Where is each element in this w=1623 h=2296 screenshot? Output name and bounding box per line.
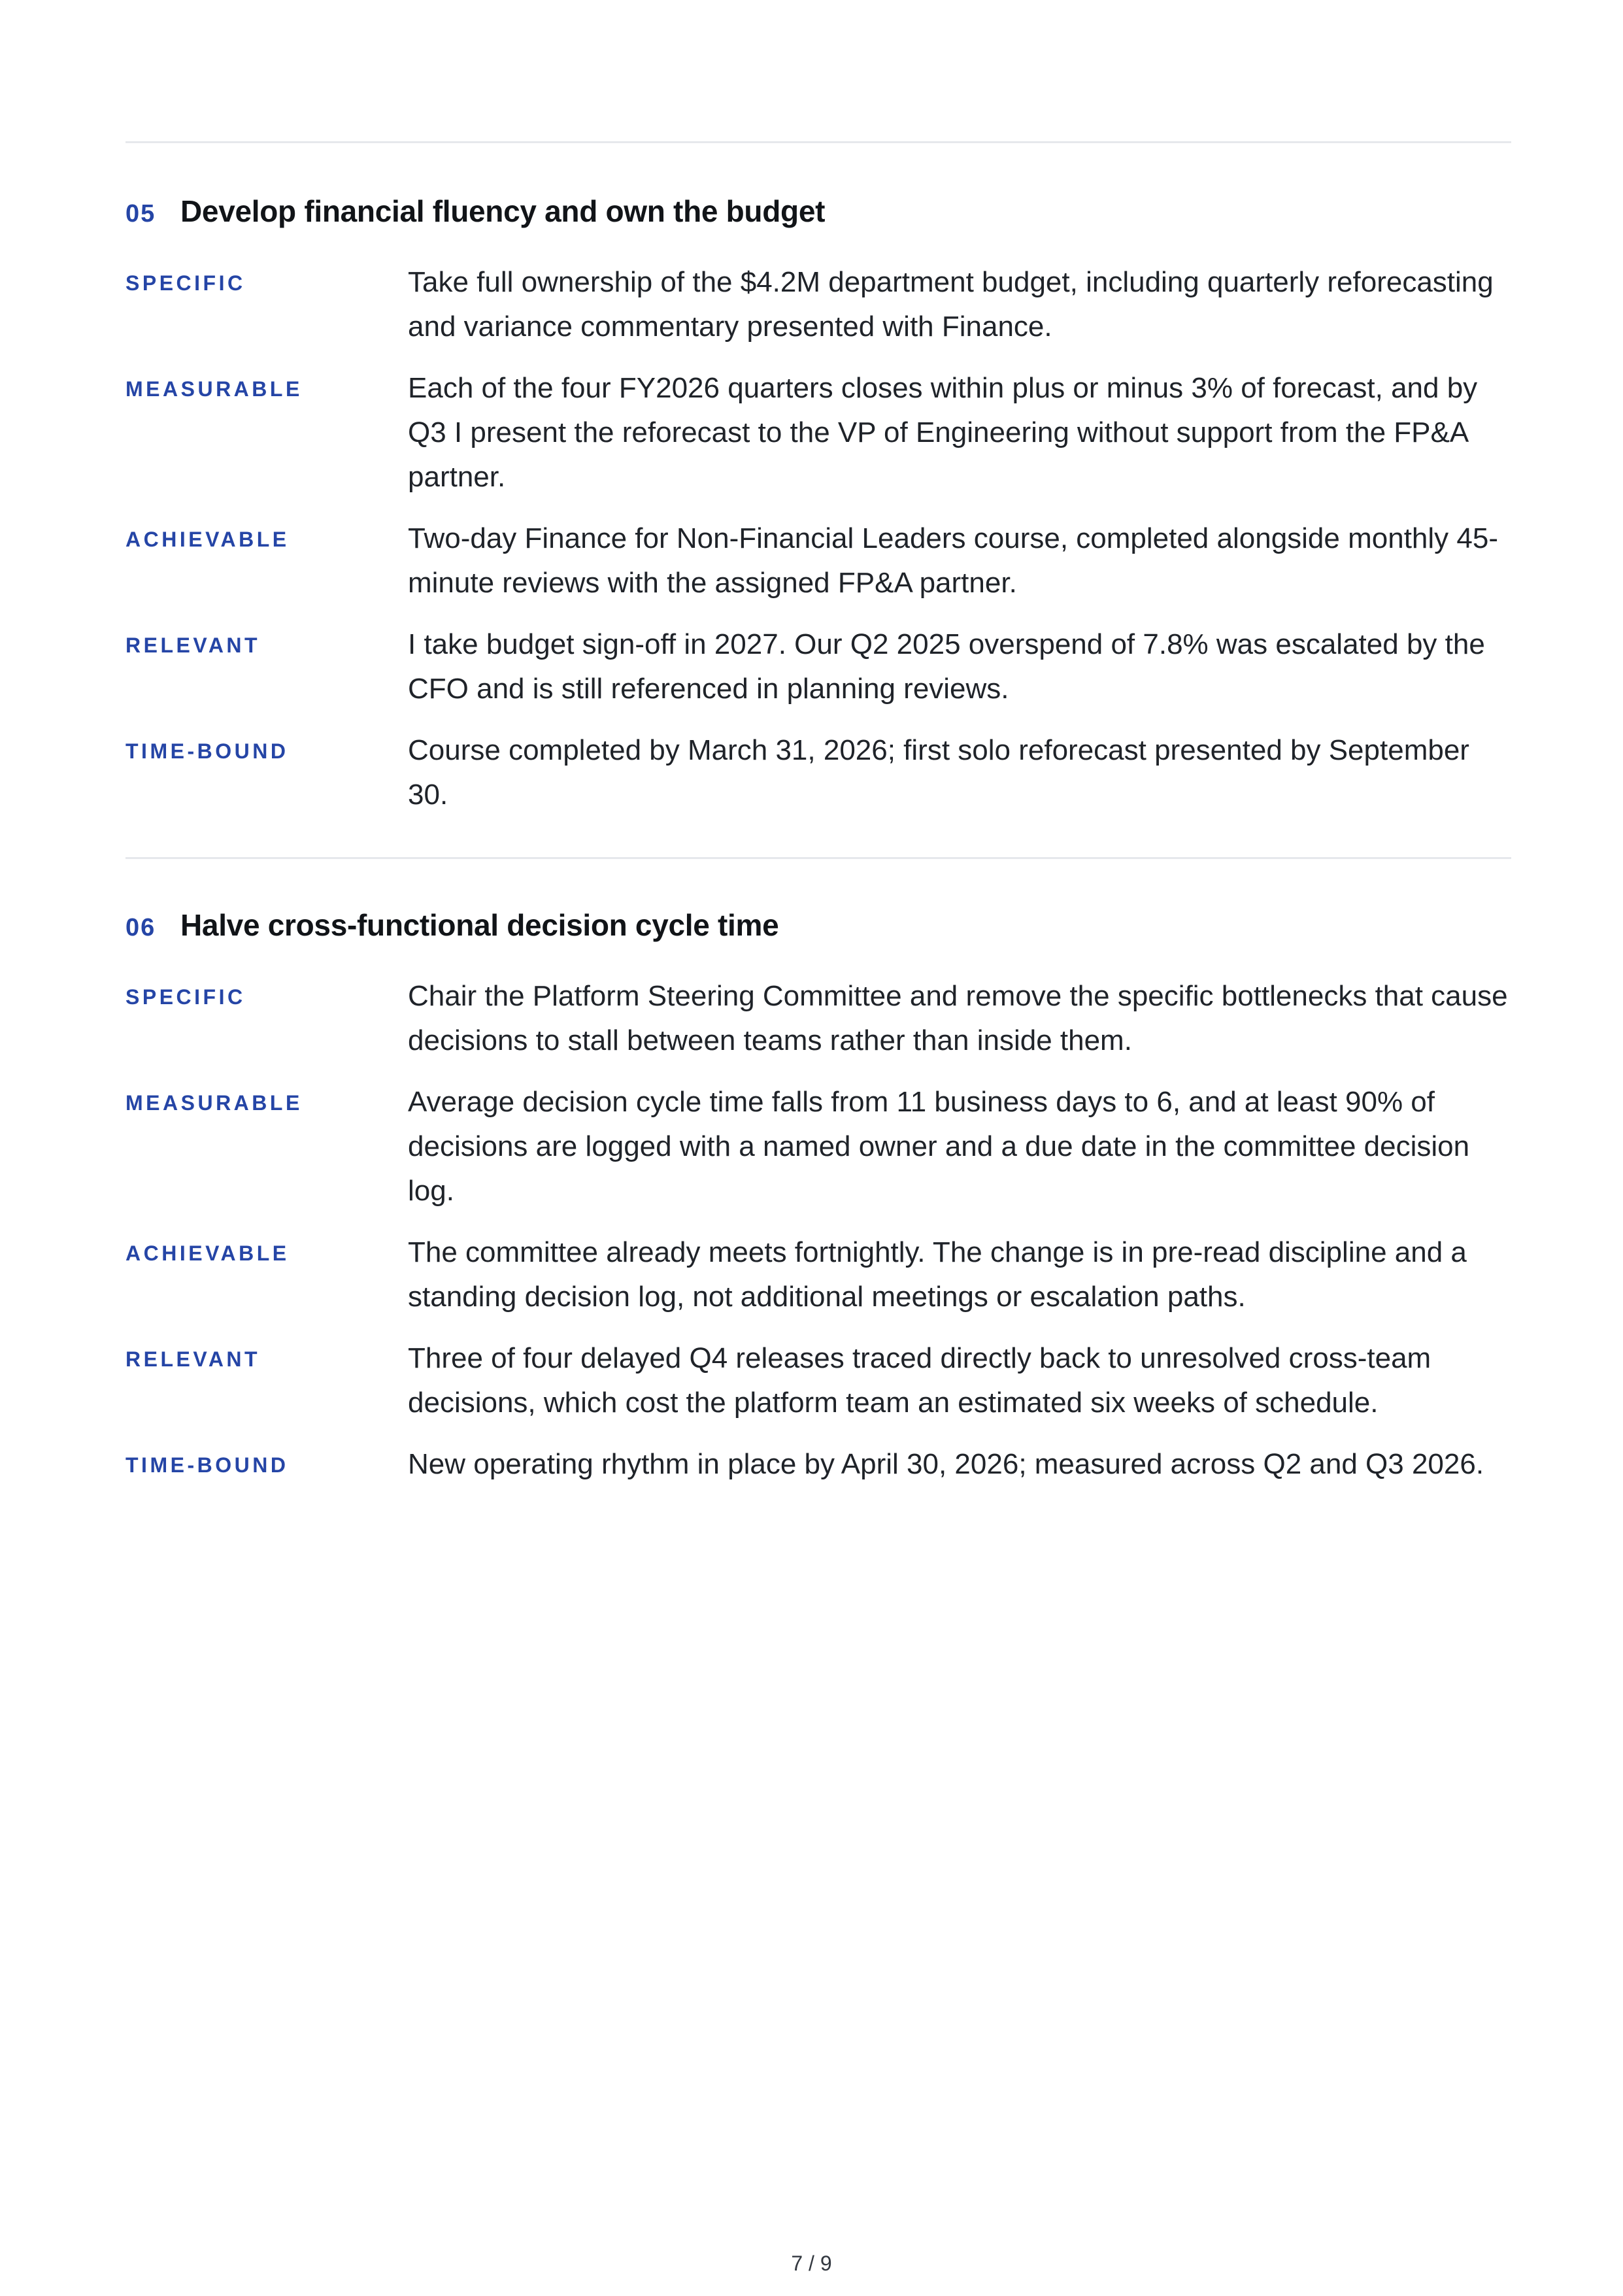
criterion-label: MEASURABLE	[125, 1091, 303, 1115]
criterion-specific	[125, 974, 1511, 1063]
criterion-text: Chair the Platform Steering Committee and remove the specific bottlenecks that cause decisions to stall between teams rather than inside them.	[408, 980, 1508, 1056]
criterion-achievable	[125, 516, 1511, 605]
criterion-measurable	[125, 1080, 1511, 1213]
criterion-label: TIME-BOUND	[125, 739, 289, 763]
section-divider	[125, 857, 1511, 859]
criterion-time-bound	[125, 728, 1511, 817]
goal-title: Develop financial fluency and own the budget	[180, 194, 826, 228]
criterion-label: MEASURABLE	[125, 377, 303, 401]
goal-header	[125, 194, 1511, 233]
criterion-label: RELEVANT	[125, 633, 261, 657]
criterion-specific	[125, 260, 1511, 349]
criterion-relevant	[125, 622, 1511, 711]
criterion-time-bound	[125, 1442, 1511, 1487]
section-divider	[125, 141, 1511, 143]
criterion-text: New operating rhythm in place by April 30, 2026; measured across Q2 and Q3 2026.	[408, 1448, 1484, 1480]
goal-number: 05	[125, 200, 156, 228]
criterion-label: TIME-BOUND	[125, 1453, 289, 1477]
goal-number: 06	[125, 914, 156, 941]
criterion-text: Each of the four FY2026 quarters closes within plus or minus 3% of forecast, and by Q3 I present the reforecast to the VP of Engineering without support from the FP&A partner.	[408, 372, 1478, 493]
criterion-relevant	[125, 1336, 1511, 1425]
goal-header	[125, 907, 1511, 947]
criterion-text: Two-day Finance for Non-Financial Leaders course, completed alongside monthly 45-minute reviews with the assigned FP&A partner.	[408, 522, 1498, 599]
page-number: 7 / 9	[791, 2252, 832, 2275]
goal-section-06	[125, 907, 1511, 1504]
criterion-text: Take full ownership of the $4.2M department budget, including quarterly reforecasting and variance commentary presented with Finance.	[408, 266, 1494, 343]
criterion-label: ACHIEVABLE	[125, 528, 290, 551]
criterion-label: ACHIEVABLE	[125, 1241, 290, 1265]
criterion-label: SPECIFIC	[125, 271, 246, 295]
criterion-label: RELEVANT	[125, 1347, 261, 1371]
criterion-text: Three of four delayed Q4 releases traced directly back to unresolved cross-team decisions, which cost the platform team an estimated six weeks of schedule.	[408, 1342, 1431, 1419]
goal-title: Halve cross-functional decision cycle time	[180, 908, 779, 942]
criterion-text: Course completed by March 31, 2026; first solo reforecast presented by September 30.	[408, 734, 1469, 811]
criteria-list	[125, 974, 1511, 1487]
criterion-label: SPECIFIC	[125, 985, 246, 1009]
criterion-achievable	[125, 1230, 1511, 1319]
goal-section-05	[125, 194, 1511, 834]
criterion-text: The committee already meets fortnightly. The change is in pre-read discipline and a standing decision log, not additional meetings or escalation paths.	[408, 1236, 1467, 1313]
criteria-list	[125, 260, 1511, 817]
criterion-text: Average decision cycle time falls from 11 business days to 6, and at least 90% of decisions are logged with a named owner and a due date in the committee decision log.	[408, 1086, 1470, 1207]
criterion-text: I take budget sign-off in 2027. Our Q2 2025 overspend of 7.8% was escalated by the CFO and is still referenced in planning reviews.	[408, 628, 1485, 705]
criterion-measurable	[125, 366, 1511, 499]
